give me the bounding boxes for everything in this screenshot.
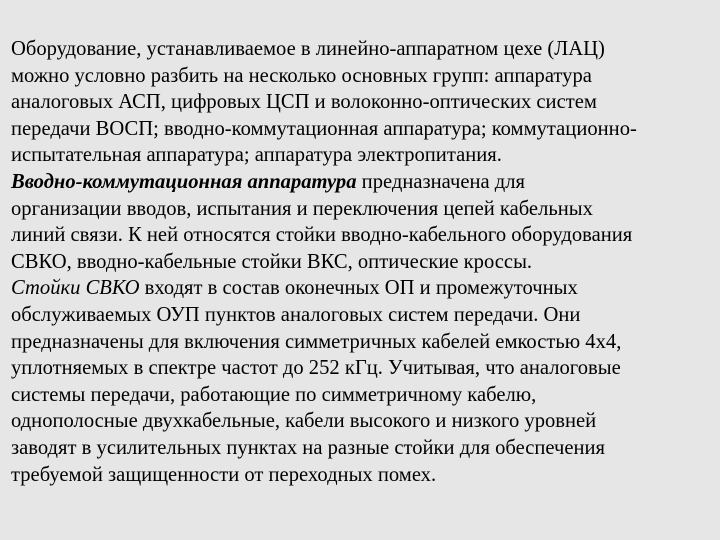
text-run: предназначена для: [356, 170, 526, 193]
text-line: организации вводов, испытания и переключения цепей кабельных: [11, 197, 593, 220]
body-text: [11, 36, 711, 488]
text-line: требуемой защищенности от переходных помех.: [11, 463, 437, 486]
text-line: системы передачи, работающие по симметричному кабелю,: [11, 383, 537, 406]
text-line: [11, 275, 711, 302]
text-line: однополосные двухкабельные, кабели высокого и низкого уровней: [11, 410, 597, 433]
text-line: линий связи. К ней относятся стойки вводно-кабельного оборудования: [11, 224, 633, 247]
term-input-switching-equipment: Вводно-коммутационная аппаратура: [11, 170, 357, 193]
text-line: заводят в усилительных пунктах на разные стойки для обеспечения: [11, 436, 606, 459]
text-line: испытательная аппаратура; аппаратура электропитания.: [11, 144, 502, 167]
text-line: аналоговых АСП, цифровых ЦСП и волоконно-оптических систем: [11, 91, 597, 114]
text-line: передачи ВОСП; вводно-коммутационная аппаратура; коммутационно-: [11, 117, 637, 140]
text-line: [11, 169, 711, 196]
term-svko-racks: Стойки СВКО: [11, 277, 140, 300]
text-line: предназначены для включения симметричных кабелей емкостью 4х4,: [11, 330, 622, 353]
text-line: уплотняемых в спектре частот до 252 кГц. Учитывая, что аналоговые: [11, 357, 621, 380]
text-run: входят в состав оконечных ОП и промежуточных: [139, 277, 578, 300]
text-line: можно условно разбить на несколько основных групп: аппаратура: [11, 64, 592, 87]
text-line: Оборудование, устанавливаемое в линейно-аппаратном цехе (ЛАЦ): [11, 38, 605, 60]
text-line: обслуживаемых ОУП пунктов аналоговых систем передачи. Они: [11, 303, 581, 326]
text-line: СВКО, вводно-кабельные стойки ВКС, оптические кроссы.: [11, 250, 533, 273]
